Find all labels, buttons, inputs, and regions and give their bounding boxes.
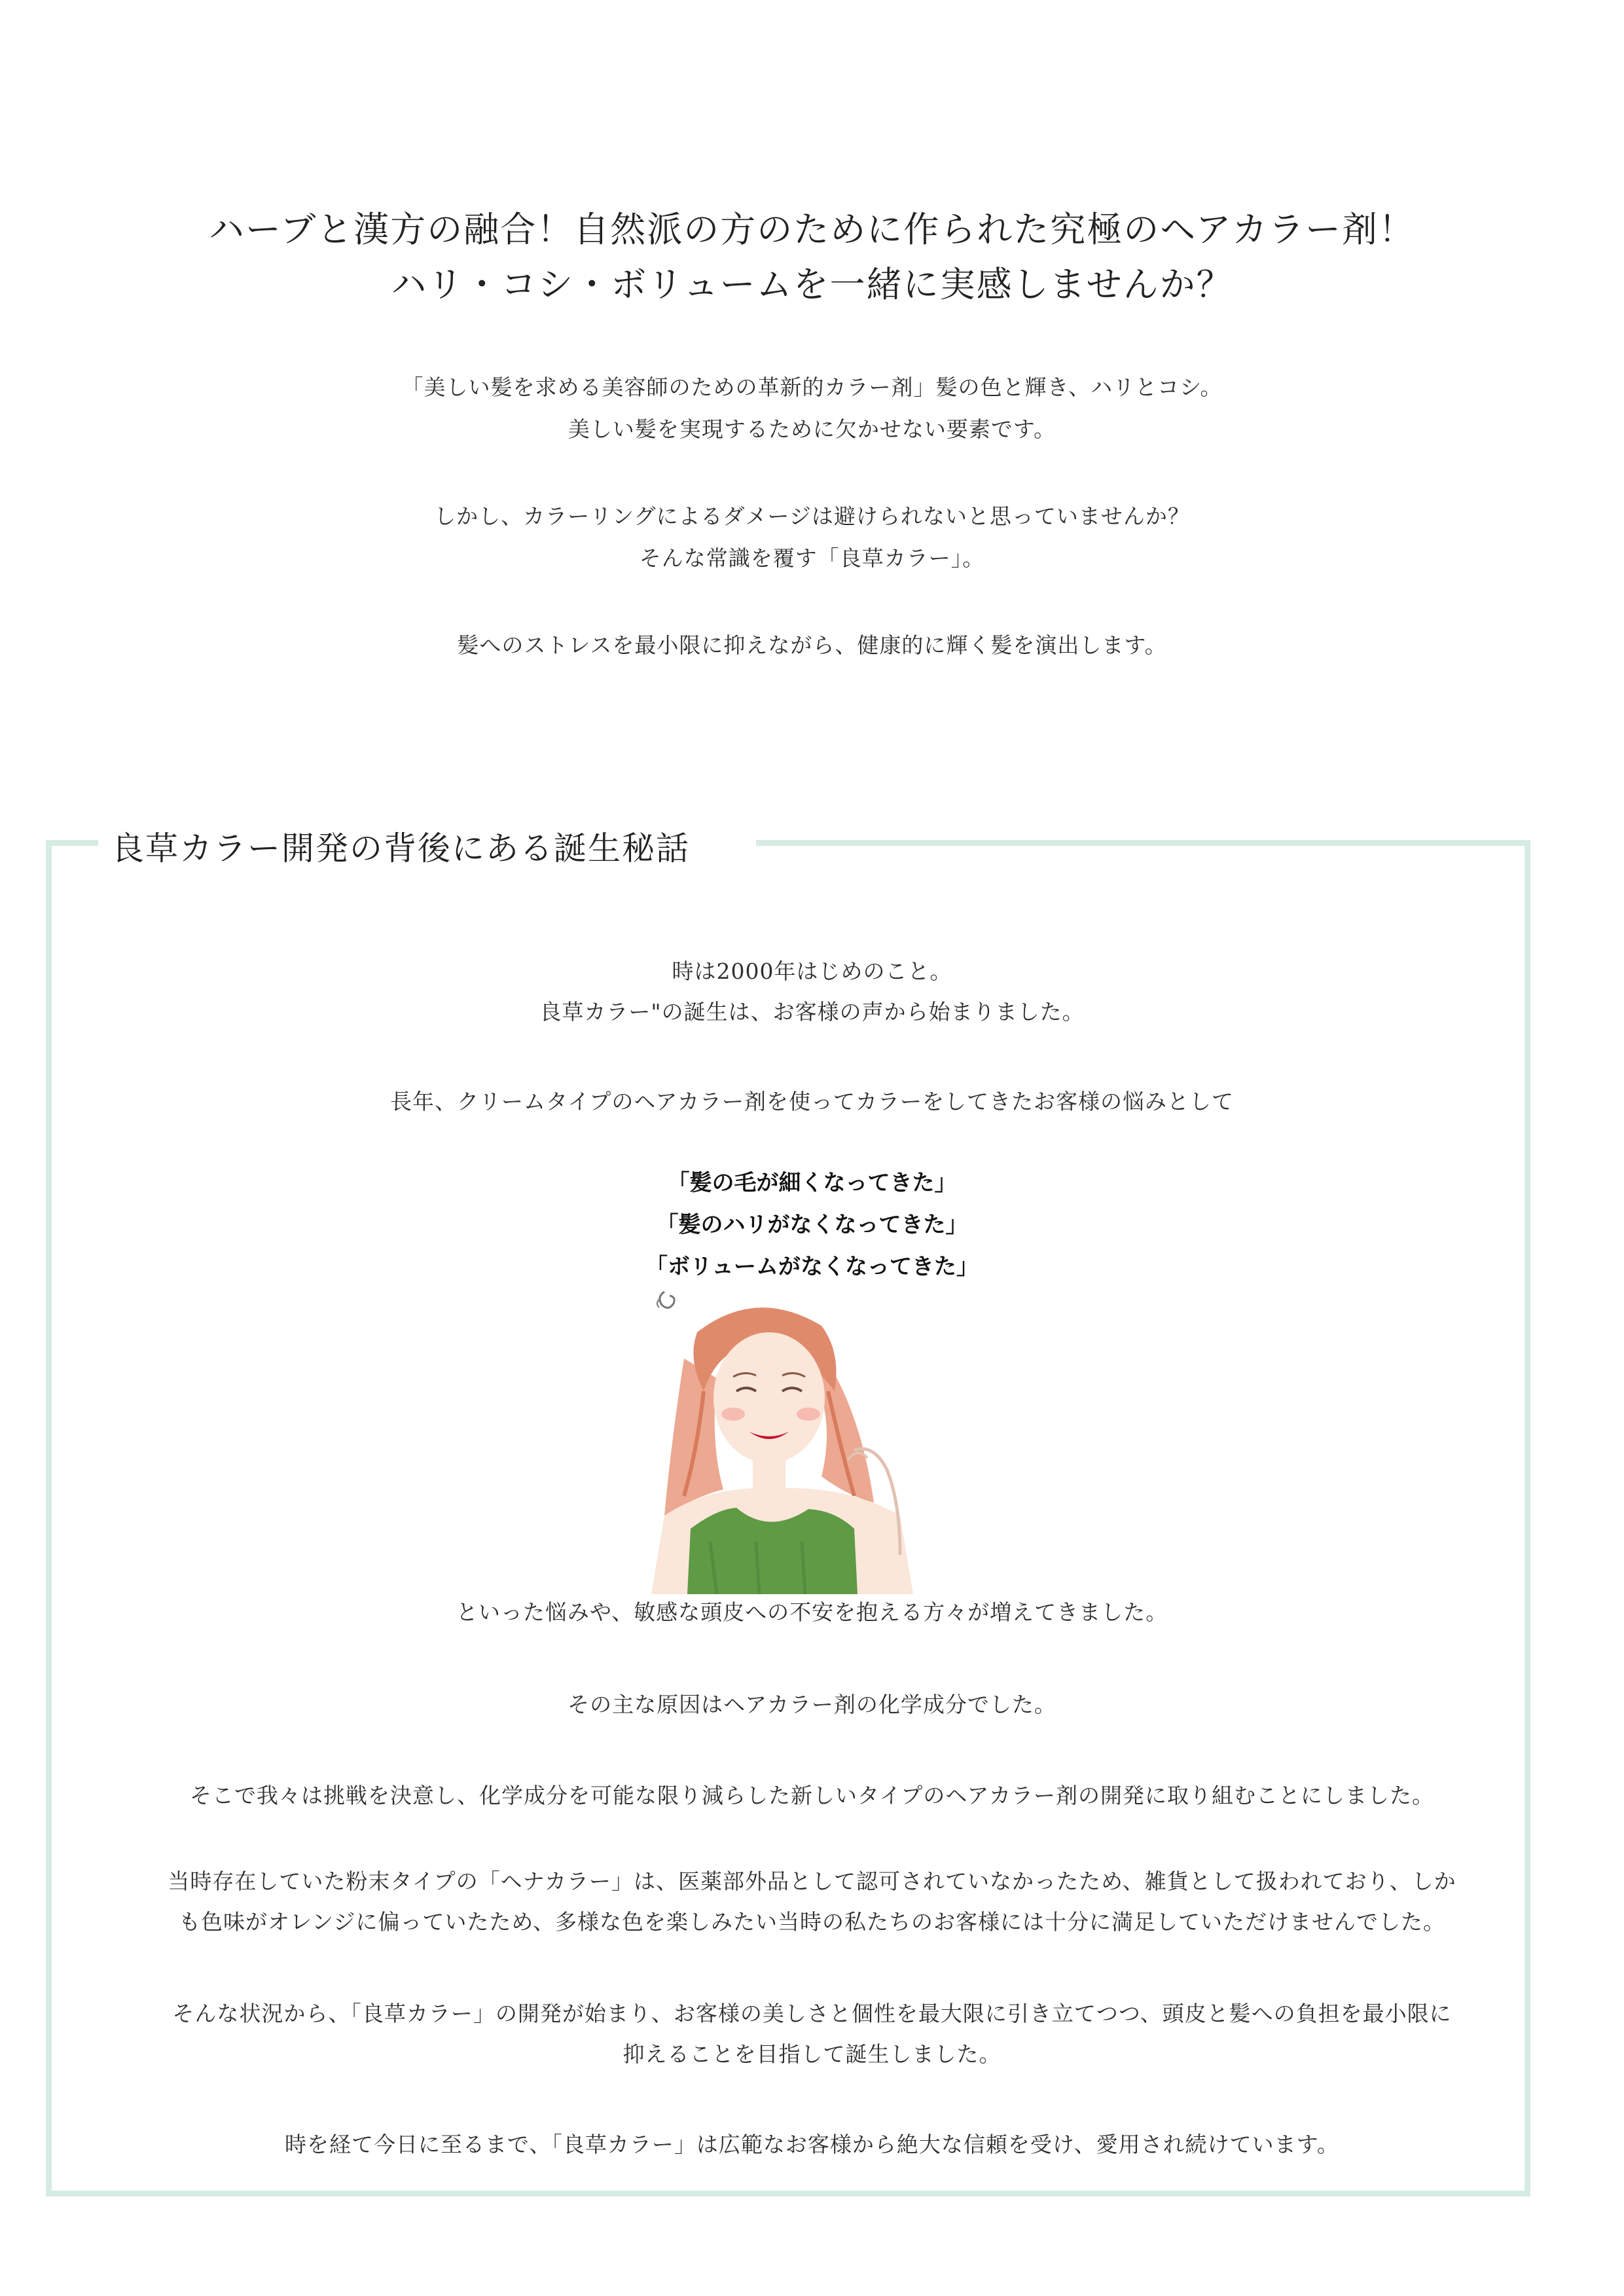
story-line-5: そこで我々は挑戦を決意し、化学成分を可能な限り減らした新しいタイプのヘアカラー剤の開発に取り組むことにしました。 — [189, 1783, 1435, 1808]
intro-paragraph-3: 髪へのストレスを最小限に抑えながら、健康的に輝く髪を演出します。 — [457, 632, 1167, 658]
story-line-6a: 当時存在していた粉末タイプの「ヘナカラー」は、医薬部外品として認可されていなかったため、雑貨として扱われており、しか — [168, 1868, 1456, 1894]
frame-top-right-segment — [756, 840, 1530, 846]
worry-quote-3: 「ボリュームがなくなってきた」 — [645, 1254, 979, 1280]
intro-paragraph-1-line-2: 美しい髪を実現するために欠かせない要素です。 — [568, 416, 1056, 442]
story-heading: 良草カラー開発の背後にある誕生秘話 — [111, 829, 690, 867]
story-line-2: 長年、クリームタイプのヘアカラー剤を使ってカラーをしてきたお客様の悩みとして — [389, 1089, 1235, 1114]
story-line-3: といった悩みや、敏感な頭皮への不安を抱える方々が増えてきました。 — [456, 1599, 1168, 1625]
story-line-4: その主な原因はヘアカラー剤の化学成分でした。 — [568, 1692, 1056, 1717]
intro-paragraph-2-line-2: そんな常識を覆す「良草カラー」。 — [639, 545, 985, 571]
story-line-6b: も色味がオレンジに偏っていたため、多様な色を楽しみたい当時の私たちのお客様には十分に満足していただけませんでした。 — [178, 1909, 1446, 1935]
story-line-1b: 良草カラー"の誕生は、お客様の声から始まりました。 — [539, 999, 1085, 1025]
worry-quote-1: 「髪の毛が細くなってきた」 — [667, 1170, 957, 1196]
story-line-8: 時を経て今日に至るまで、「良草カラー」は広範なお客様から絶大な信頼を受け、愛用され続けています。 — [285, 2132, 1339, 2157]
worry-quote-2: 「髪のハリがなくなってきた」 — [656, 1212, 968, 1238]
frame-top-left-segment — [46, 840, 98, 846]
intro-paragraph-2-line-1: しかし、カラーリングによるダメージは避けられないと思っていませんか？ — [434, 503, 1190, 529]
woman-with-thinning-hair-illustration — [625, 1280, 952, 1594]
story-line-7b: 抑えることを目指して誕生しました。 — [623, 2041, 1001, 2067]
story-line-7a: そんな状況から、「良草カラー」の開発が始まり、お客様の美しさと個性を最大限に引き立てつつ、頭皮と髪への負担を最小限に — [172, 2001, 1452, 2026]
headline-line-2: ハリ・コシ・ボリュームを一緒に実感しませんか？ — [391, 264, 1233, 305]
intro-paragraph-1-line-1: 「美しい髪を求める美容師のための革新的カラー剤」髪の色と輝き、ハリとコシ。 — [401, 374, 1223, 400]
headline-line-1: ハーブと漢方の融合！自然派の方のために作られた究極のヘアカラー剤！ — [208, 209, 1416, 250]
story-line-1a: 時は2000年はじめのこと。 — [672, 958, 952, 984]
